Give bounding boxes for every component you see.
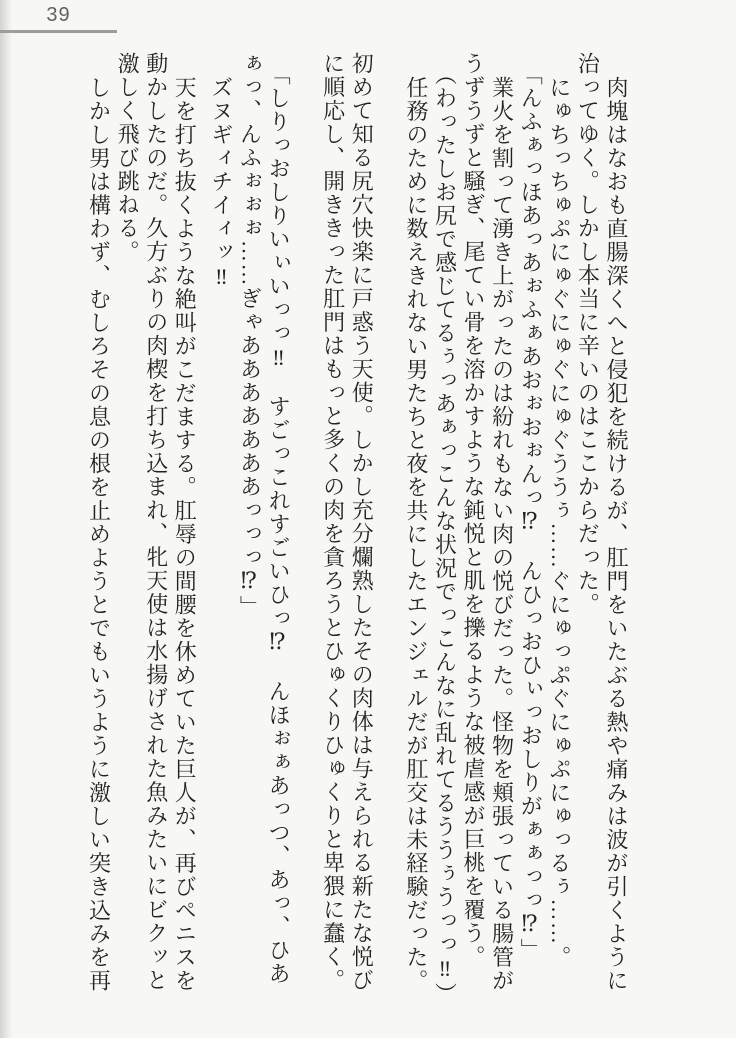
paragraph-dialogue: 「んふぁっほあっあぉふぁあおぉおぉんっ⁉ んひっおひぃっおしりがぁぁっっ⁉」 <box>518 63 544 962</box>
paragraph-sfx: ズヌギィチイィッ‼ <box>208 75 234 290</box>
paragraph: 業火を割って湧き上がったのは紛れもない肉の悦びだった。怪物を頬張っている腸管がうずうずと騒ぎ、尾てい骨を溶かすような鈍悦と肌を擽るような被虐感が巨桃を覆う。 <box>461 52 515 992</box>
paragraph: しかし男は構わず、むしろその息の根を止めようとでもいうように激しい突き込みを再 <box>86 75 112 992</box>
paragraph: 任務のために数えきれない男たちと夜を共にしたエンジェルだが肛交は未経験だった。 <box>403 75 429 992</box>
text-block <box>84 52 630 1008</box>
page-number: 39 <box>46 4 71 26</box>
page-header <box>0 4 117 33</box>
paragraph-thought: （わったしお尻で感じてるぅっあぁっこんな状況でっこんなに乱れてるううぅうっっ‼） <box>432 63 458 1006</box>
paragraph: 天を打ち抜くような絶叫がこだまする。肛辱の間腰を休めていた巨人が、再びペニスを動かしたのだ。久方ぶりの肉楔を打ち込まれ、牝天使は水揚げされた魚みたいにビクッと激しく飛び跳ねる。 <box>115 52 198 992</box>
paragraph: 初めて知る尻穴快楽に戸惑う天使。しかし充分爛熟したその肉体は与えられる新たな悦びに順応し、開ききった肛門はもっと多くの肉を貪ろうとひゅくりひゅくりと卑猥に蠢く。 <box>320 52 375 992</box>
paragraph-onomatopoeia: にゅちっちゅぷにゅぐにゅぐにゅぐううぅ……ぐにゅっぷぐにゅぷにゅっるぅ……。 <box>546 75 572 969</box>
paragraph: 肉塊はなおも直腸深くへと侵犯を続けるが、肛門をいたぶる熱や痛みは波が引くように治ってゆく。しかし本当に辛いのはここからだった。 <box>575 52 629 992</box>
paragraph-dialogue: 「しりっおしりいぃいっっ‼ すごっこれすごいひっ⁉ んほぉぁあっつ、あっ、ひあぁっ、んふぉぉぉ……ぎゃあああああああっっっ⁉」 <box>237 52 292 986</box>
